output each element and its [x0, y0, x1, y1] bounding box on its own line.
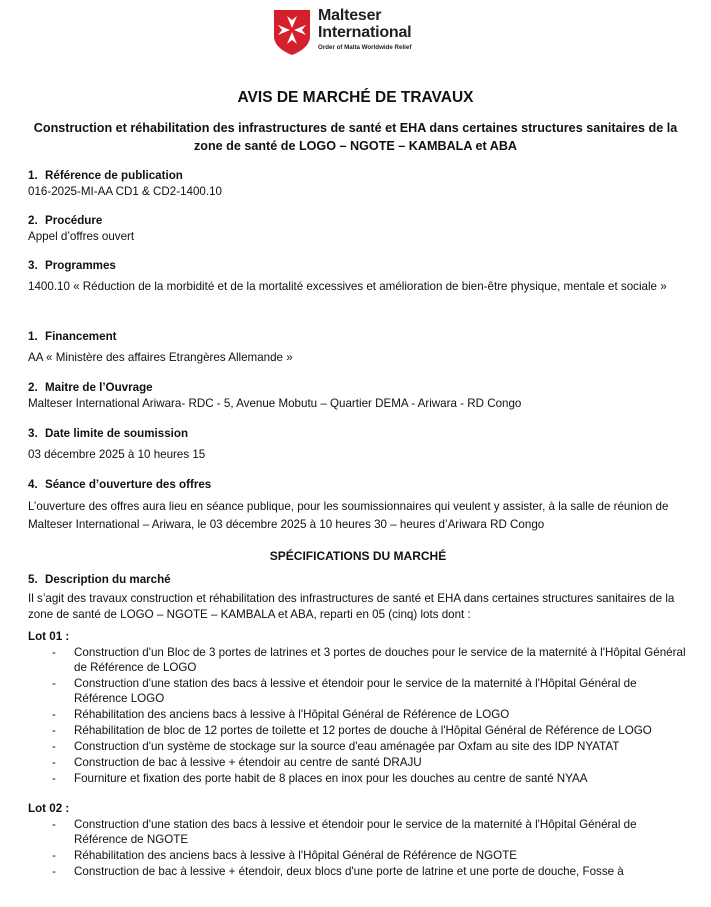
section-title: Maitre de l’Ouvrage	[45, 381, 153, 394]
list-item: - Réhabilitation de bloc de 12 portes de toilette et 12 portes de douche à l'Hôpital Général de Référence de LOGO	[52, 723, 652, 737]
lot-01	[28, 629, 688, 801]
bullet-dash: -	[52, 864, 56, 878]
list-item: - Construction d'une station des bacs à lessive et étendoir pour le service de la maternité à l'Hôpital Général de Référence LOGO	[52, 676, 637, 705]
lot-items	[28, 817, 688, 879]
section-text: 016-2025-MI-AA CD1 & CD2-1400.10	[28, 185, 222, 198]
section-text: Malteser International Ariwara- RDC - 5, Avenue Mobutu – Quartier DEMA - Ariwara - RD Congo	[28, 397, 522, 410]
bullet-dash: -	[52, 676, 56, 690]
section-text: L’ouverture des offres aura lieu en séance publique, pour les soumissionnaires qui veulent y assister, à la salle de réunion de Malteser International – Ariwara, le 03 décembre 2025 à 10 heures 30 – heures d’Ariwara RD Congo	[28, 500, 669, 531]
section-number: 5.	[28, 573, 38, 586]
lot-02	[28, 801, 688, 879]
list-item: - Construction d'une station des bacs à lessive et étendoir pour le service de la maternité à l'Hôpital Général de Référence de NGOTE	[52, 817, 637, 846]
bullet-dash: -	[52, 817, 56, 831]
section-number: 4.	[28, 478, 38, 491]
lot-title: Lot 02 :	[28, 802, 70, 815]
section-ouverture-offres	[28, 477, 688, 548]
section-reference	[28, 168, 688, 213]
section-programmes	[28, 258, 688, 329]
specs-heading: SPÉCIFICATIONS DU MARCHÉ	[269, 549, 447, 563]
document-subtitle: Construction et réhabilitation des infrastructures de santé et EHA dans certaines structures sanitaires de la zone de santé de LOGO – NGOTE – KAMBALA et ABA	[33, 121, 678, 153]
bullet-dash: -	[52, 707, 56, 721]
logo-name-line1: Malteser	[318, 7, 382, 24]
malteser-logo	[272, 8, 411, 56]
section-number: 2.	[28, 381, 38, 394]
document-body	[28, 168, 688, 880]
maltese-cross-shield-icon	[272, 8, 312, 56]
section-procedure	[28, 213, 688, 258]
bullet-dash: -	[52, 740, 56, 754]
lot-items	[28, 645, 688, 787]
section-title: Financement	[45, 330, 117, 343]
document-title: AVIS DE MARCHÉ DE TRAVAUX	[237, 89, 474, 106]
section-title: Séance d’ouverture des offres	[45, 478, 212, 491]
section-number: 1.	[28, 169, 38, 182]
section-text: 1400.10 « Réduction de la morbidité et de la mortalité excessives et amélioration de bien-être physique, mentale et sociale »	[28, 280, 667, 293]
list-item: - Réhabilitation des anciens bacs à lessive à l'Hôpital Général de Référence de LOGO	[52, 707, 510, 721]
section-text: Appel d’offres ouvert	[28, 230, 135, 243]
section-text: AA « Ministère des affaires Etrangères Allemande »	[28, 351, 293, 364]
bullet-dash: -	[52, 723, 56, 737]
section-description	[28, 572, 688, 629]
list-item: - Construction d'un Bloc de 3 portes de latrines et 3 portes de douches pour le service de la maternité à l'Hôpital Général de Référence de LOGO	[52, 645, 686, 674]
section-title: Référence de publication	[45, 169, 183, 182]
section-financement	[28, 329, 688, 380]
section-number: 3.	[28, 427, 38, 440]
section-number: 1.	[28, 330, 38, 343]
bullet-dash: -	[52, 645, 56, 659]
section-title: Description du marché	[45, 573, 171, 586]
section-number: 2.	[28, 214, 38, 227]
list-item: - Construction d'un système de stockage sur la source d'eau aménagée par Oxfam au site des IDP NYATAT	[52, 740, 620, 754]
bullet-dash: -	[52, 756, 56, 770]
logo-name-line2: International	[318, 24, 412, 41]
list-item: - Construction de bac à lessive + étendoir, deux blocs d'une porte de latrine et une porte de douche, Fosse à	[52, 864, 624, 878]
lot-title: Lot 01 :	[28, 630, 70, 643]
section-number: 3.	[28, 259, 38, 272]
section-maitre-ouvrage	[28, 380, 688, 426]
section-date-limite	[28, 426, 688, 477]
section-title: Procédure	[45, 214, 103, 227]
bullet-dash: -	[52, 848, 56, 862]
section-title: Programmes	[45, 259, 116, 272]
logo-tagline: Order of Malta Worldwide Relief	[318, 44, 412, 51]
section-text: Il s’agit des travaux construction et réhabilitation des infrastructures de santé et EHA dans certaines structures sanitaires de la zone de santé de LOGO – NGOTE – KAMBALA et ABA, reparti en 05 (cinq) lots dont :	[28, 592, 675, 621]
list-item: - Réhabilitation des anciens bacs à lessive à l'Hôpital Général de Référence de NGOTE	[52, 848, 518, 862]
section-title: Date limite de soumission	[45, 427, 189, 440]
list-item: - Construction de bac à lessive + étendoir au centre de santé DRAJU	[52, 756, 422, 770]
section-text: 03 décembre 2025 à 10 heures 15	[28, 448, 206, 461]
bullet-dash: -	[52, 772, 56, 786]
list-item: - Fourniture et fixation des porte habit de 8 places en inox pour les douches au centre de santé NYAA	[52, 772, 588, 786]
